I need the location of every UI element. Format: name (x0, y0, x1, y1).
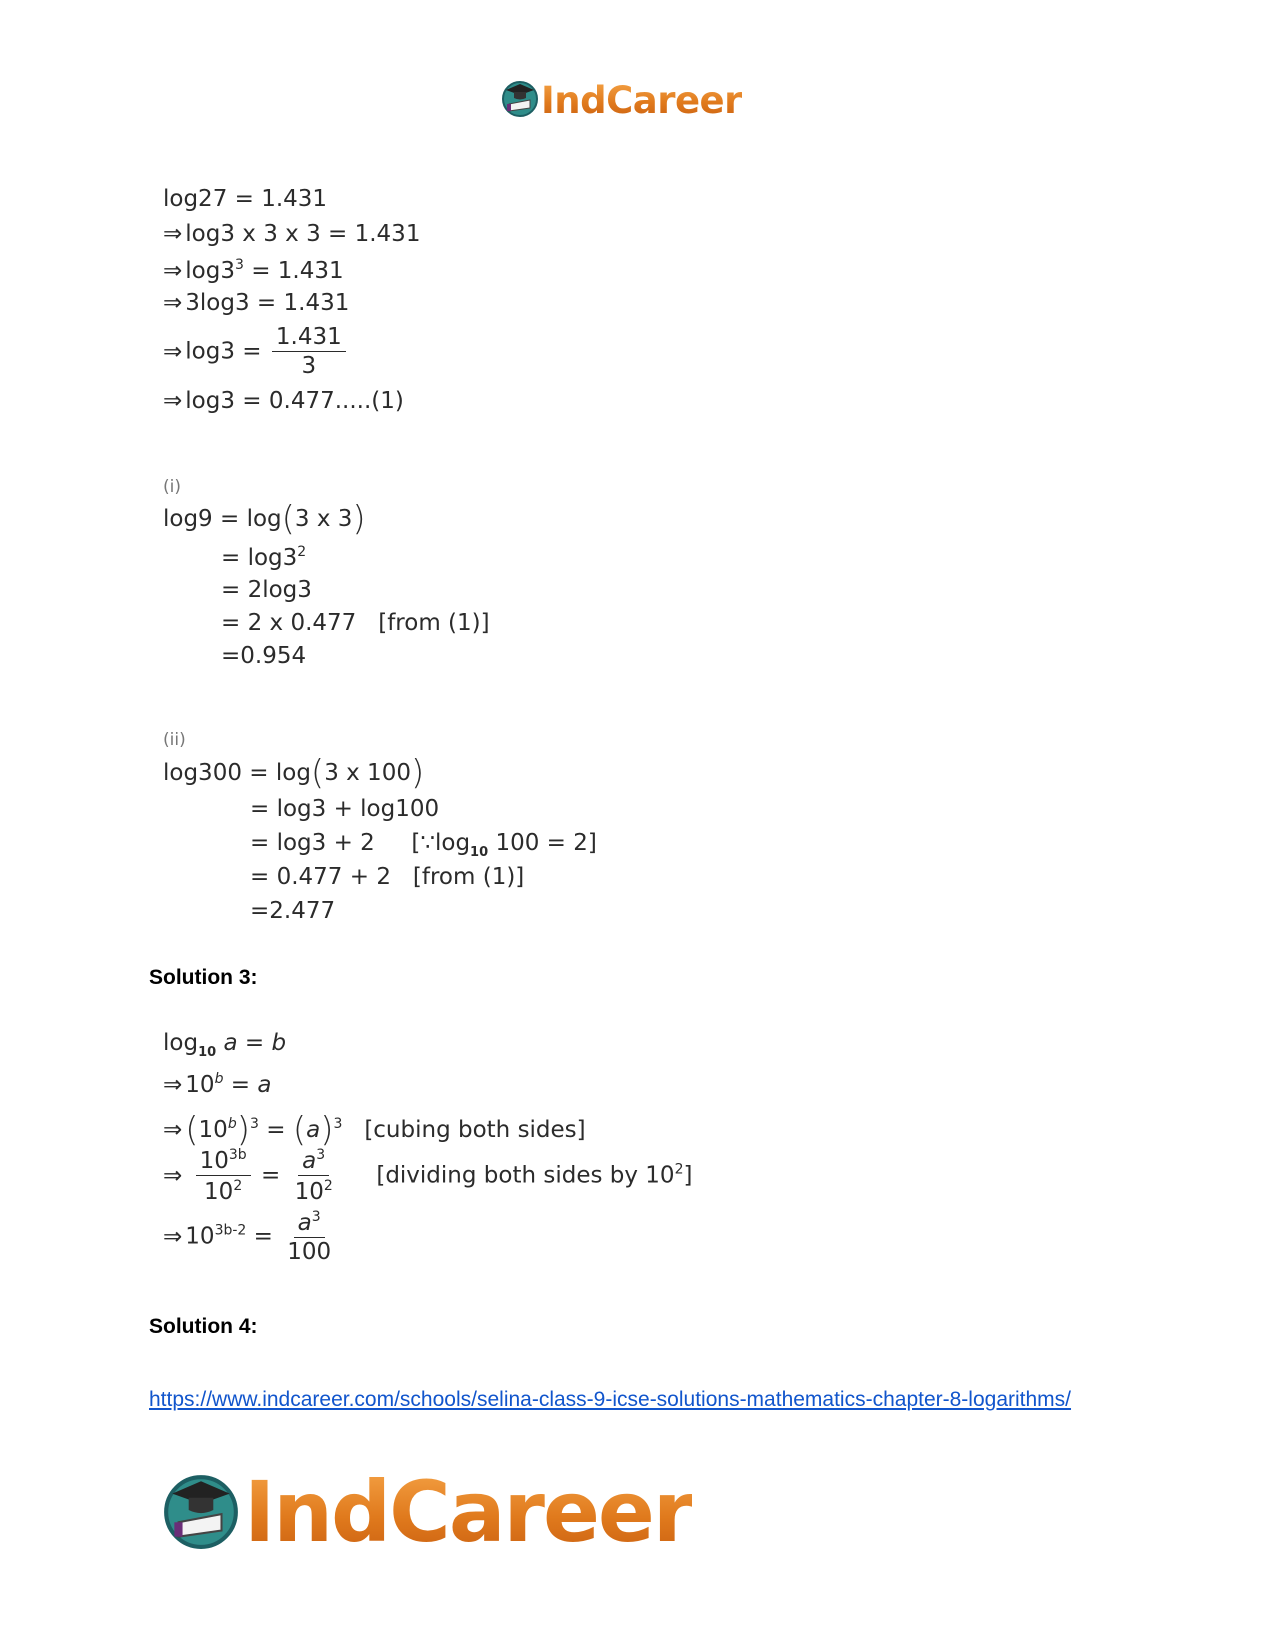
equation-line: = 2 x 0.477 [from (1)] (221, 610, 490, 636)
equation-line: = $\log 3^2$ (221, 544, 307, 571)
equation-line: = 2log3 (221, 577, 312, 603)
equation-line: ⇒ $\log 3^3 = 1.431$ (163, 257, 344, 284)
equation-line: log300 = log(3 x 100) (163, 753, 425, 793)
solution-4-heading: Solution 4: (149, 1315, 258, 1338)
equation-line: $\log_{10} a = b$ (163, 1030, 287, 1060)
logo-top (500, 78, 742, 122)
source-link[interactable]: https://www.indcareer.com/schools/selina-class-9-icse-solutions-mathematics-chapter-8-logarithms/ (149, 1388, 1072, 1411)
graduation-cap-book-globe-icon (500, 78, 540, 122)
equation-line: ⇒ log3 = 0.477.....(1) (163, 388, 404, 414)
equation-line: $\Rightarrow(10^b)^3 = (a)^3$ [cubing both sides] (163, 1110, 586, 1150)
solution-3-heading: Solution 3: (149, 966, 258, 989)
equation-line: ⇒ 3log3 = 1.431 (163, 290, 350, 316)
equation-line: ⇒ log3 x 3 x 3 = 1.431 (163, 221, 421, 247)
graduation-cap-book-globe-icon (160, 1469, 242, 1555)
logo-text: IndCareer (244, 1463, 693, 1561)
part-label: (ii) (163, 730, 186, 750)
equation-line: = log3 + 2 [$\because\log_{10}$ 100 = 2] (250, 830, 597, 860)
equation-line: =0.954 (221, 643, 307, 669)
logo-bottom (160, 1463, 692, 1561)
equation-line: log27 = 1.431 (163, 186, 328, 212)
logo-text: IndCareer (541, 78, 742, 122)
equation-line: ⇒ 10$^b$ = a (163, 1071, 272, 1098)
equation-line: ⇒ $\frac{10^{3b}}{10^2}$ = $\frac{a^3}{10^2}$ [dividing both sides by $10^2$] (163, 1147, 693, 1205)
equation-line: = log3 + log100 (250, 796, 440, 822)
equation-line: ⇒ $10^{3b-2}$ = $\frac{a^3}{100}$ (163, 1209, 332, 1265)
equation-line: = 0.477 + 2 [from (1)] (250, 864, 525, 890)
equation-line: ⇒ log3 = $\frac{1.431}{3}$ (163, 326, 349, 378)
part-label: (i) (163, 477, 181, 497)
equation-line: log9 = log(3 x 3) (163, 499, 366, 539)
equation-line: =2.477 (250, 898, 336, 924)
